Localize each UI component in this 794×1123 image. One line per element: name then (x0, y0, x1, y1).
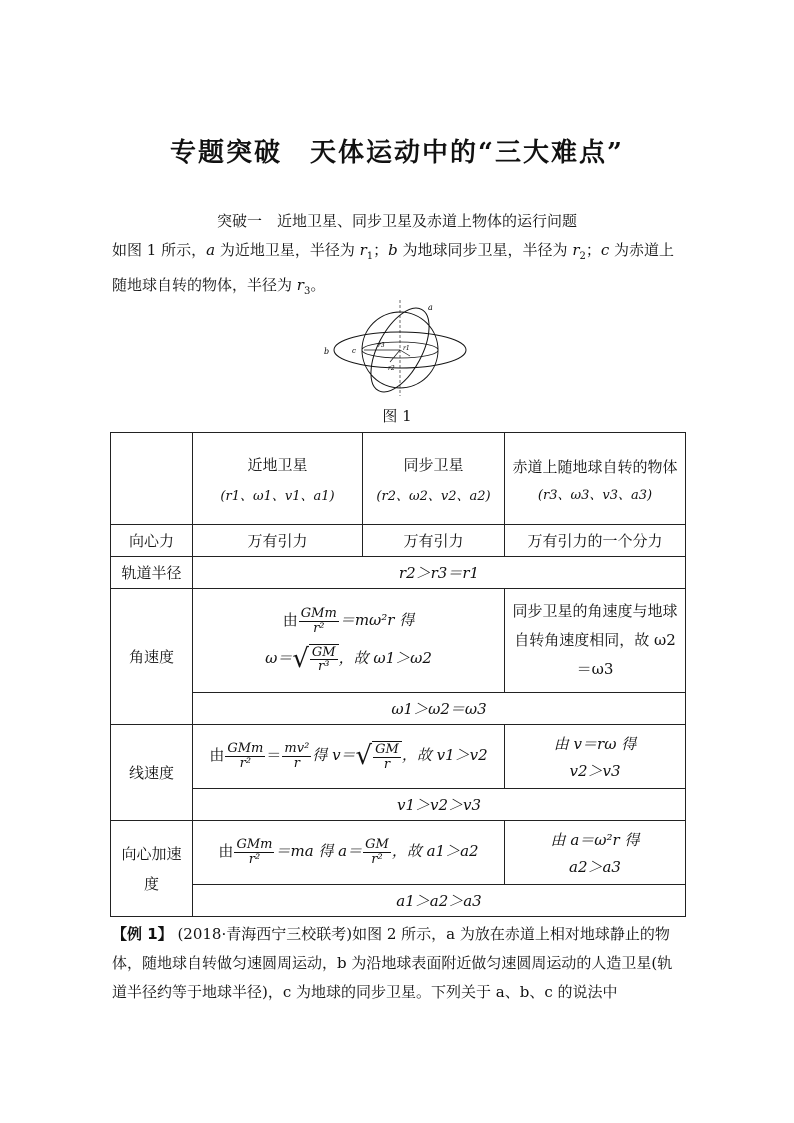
intro-text: 如图 1 所示， (112, 241, 207, 259)
table-cell: 同步卫星的角速度与地球自转角速度相同，故 ω2＝ω3 (505, 589, 686, 693)
page-title: 专题突破 天体运动中的“三大难点” (170, 138, 624, 168)
fraction: $\frac{GM}{\text{r²}}$ (365, 837, 389, 867)
label-c: c (352, 347, 356, 355)
formula-text: v2＞v3 (569, 761, 621, 780)
label-r1: r1 (403, 345, 410, 352)
var-b: b (388, 241, 398, 259)
header-label: 赤道上随地球自转的物体 (512, 458, 678, 476)
fraction: $\frac{\text{mv²}}{r}$ (284, 741, 310, 771)
formula-text: ＝mω²r 得 (339, 611, 415, 630)
formula-text: 由 (282, 611, 298, 630)
formula-text: 由 v＝rω 得 (553, 734, 637, 753)
orbit-figure (318, 298, 478, 398)
sqrt: √ $\frac{GM}{\text{r³}}$ (292, 644, 338, 674)
table-corner-cell (111, 433, 193, 525)
var-r1: r (359, 241, 367, 259)
var-r3: r (296, 276, 304, 294)
label-b: b (324, 347, 330, 356)
table-row (111, 693, 686, 725)
formula-text: ，故 v1＞v2 (401, 746, 488, 765)
label-r2: r2 (388, 365, 395, 372)
intro-text: ； (373, 241, 389, 259)
fraction: $\frac{\text{GMm}}{\text{r²}}$ (227, 741, 264, 771)
omega-formula-cell (193, 589, 505, 693)
example-text: (2018·青海西宁三校联考)如图 2 所示，a 为放在赤道上相对地球静止的物体，随地球自转做匀速圆周运动，b 为沿地球表面附近做匀速圆周运动的人造卫星(轨道半径约等于地球半径)，c 为地球的同步卫星。下列关于 a、b、c 的说法中 (112, 925, 673, 1001)
example-paragraph (112, 920, 684, 1007)
formula-text: a2＞a3 (569, 857, 621, 876)
var-c: c (600, 241, 610, 259)
formula-text: ＝ (266, 746, 282, 765)
acceleration-formula-cell (193, 821, 505, 885)
formula-text: 由 a＝ω²r 得 (550, 830, 640, 849)
table-header-row (111, 433, 686, 525)
table-row (111, 885, 686, 917)
label-a: a (428, 303, 433, 312)
fraction: $\frac{\text{GMm}}{\text{r²}}$ (236, 837, 273, 867)
row-label-velocity: 线速度 (111, 725, 193, 821)
intro-paragraph (112, 236, 684, 306)
radius-r2 (390, 350, 400, 362)
example-tag: 【例 1】 (112, 925, 173, 943)
table-cell: a1＞a2＞a3 (193, 885, 686, 917)
formula-text: ，故 a1＞a2 (391, 842, 479, 861)
formula-text: ω＝ (265, 648, 293, 667)
intro-text: 。 (310, 276, 326, 294)
figure-caption: 图 1 (382, 407, 412, 425)
table-row (111, 557, 686, 589)
table-row (111, 821, 686, 885)
section-heading: 突破一 近地卫星、同步卫星及赤道上物体的运行问题 (216, 212, 577, 230)
subscript: 3 (303, 286, 311, 297)
intro-text: ； (585, 241, 601, 259)
formula-text: ＝ma 得 a＝ (275, 842, 363, 861)
velocity-right-cell (505, 725, 686, 789)
row-label-force: 向心力 (111, 525, 193, 557)
acceleration-right-cell (505, 821, 686, 885)
sqrt: √ $\frac{GM}{r}$ (356, 741, 402, 771)
row-label-omega: 角速度 (111, 589, 193, 725)
formula-text: 由 (209, 746, 225, 765)
header-vars: (r3、ω3、v3、a3) (537, 488, 653, 503)
header-sync (363, 433, 505, 525)
table-row (111, 725, 686, 789)
table-row (111, 525, 686, 557)
formula-text: ，故 ω1＞ω2 (338, 648, 432, 667)
header-label: 同步卫星 (403, 455, 464, 474)
row-label-acceleration: 向心加速度 (111, 821, 193, 917)
row-label-radius: 轨道半径 (111, 557, 193, 589)
var-r2: r (572, 241, 580, 259)
header-vars: (r1、ω1、v1、a1) (220, 488, 335, 504)
subscript: 1 (366, 251, 374, 262)
formula-text: 由 (218, 842, 234, 861)
table-cell: ω1＞ω2＝ω3 (193, 693, 686, 725)
formula-text: 得 v＝ (312, 746, 356, 765)
table-cell: r2＞r3＝r1 (193, 557, 686, 589)
subscript: 2 (579, 251, 586, 262)
intro-text: 为近地卫星，半径为 (215, 241, 360, 259)
header-equator-object (505, 433, 686, 525)
header-vars: (r2、ω2、v2、a2) (376, 488, 491, 504)
table-row (111, 589, 686, 693)
intro-text: 为地球同步卫星，半径为 (397, 241, 573, 259)
table-cell: 万有引力的一个分力 (505, 525, 686, 557)
intro-text: 为赤道上随地球自转的物体，半径为 (112, 241, 675, 294)
var-a: a (206, 241, 216, 259)
table-cell: 万有引力 (363, 525, 505, 557)
orbit-a-ellipse (359, 299, 441, 398)
header-near-earth (193, 433, 363, 525)
table-row (111, 789, 686, 821)
table-cell: 万有引力 (193, 525, 363, 557)
label-r3: r3 (378, 342, 385, 349)
velocity-formula-cell (193, 725, 505, 789)
comparison-table (110, 432, 686, 917)
header-label: 近地卫星 (247, 455, 308, 474)
fraction: $\frac{\text{GMm}}{\text{r²}}$ (300, 606, 337, 636)
table-cell: v1＞v2＞v3 (193, 789, 686, 821)
